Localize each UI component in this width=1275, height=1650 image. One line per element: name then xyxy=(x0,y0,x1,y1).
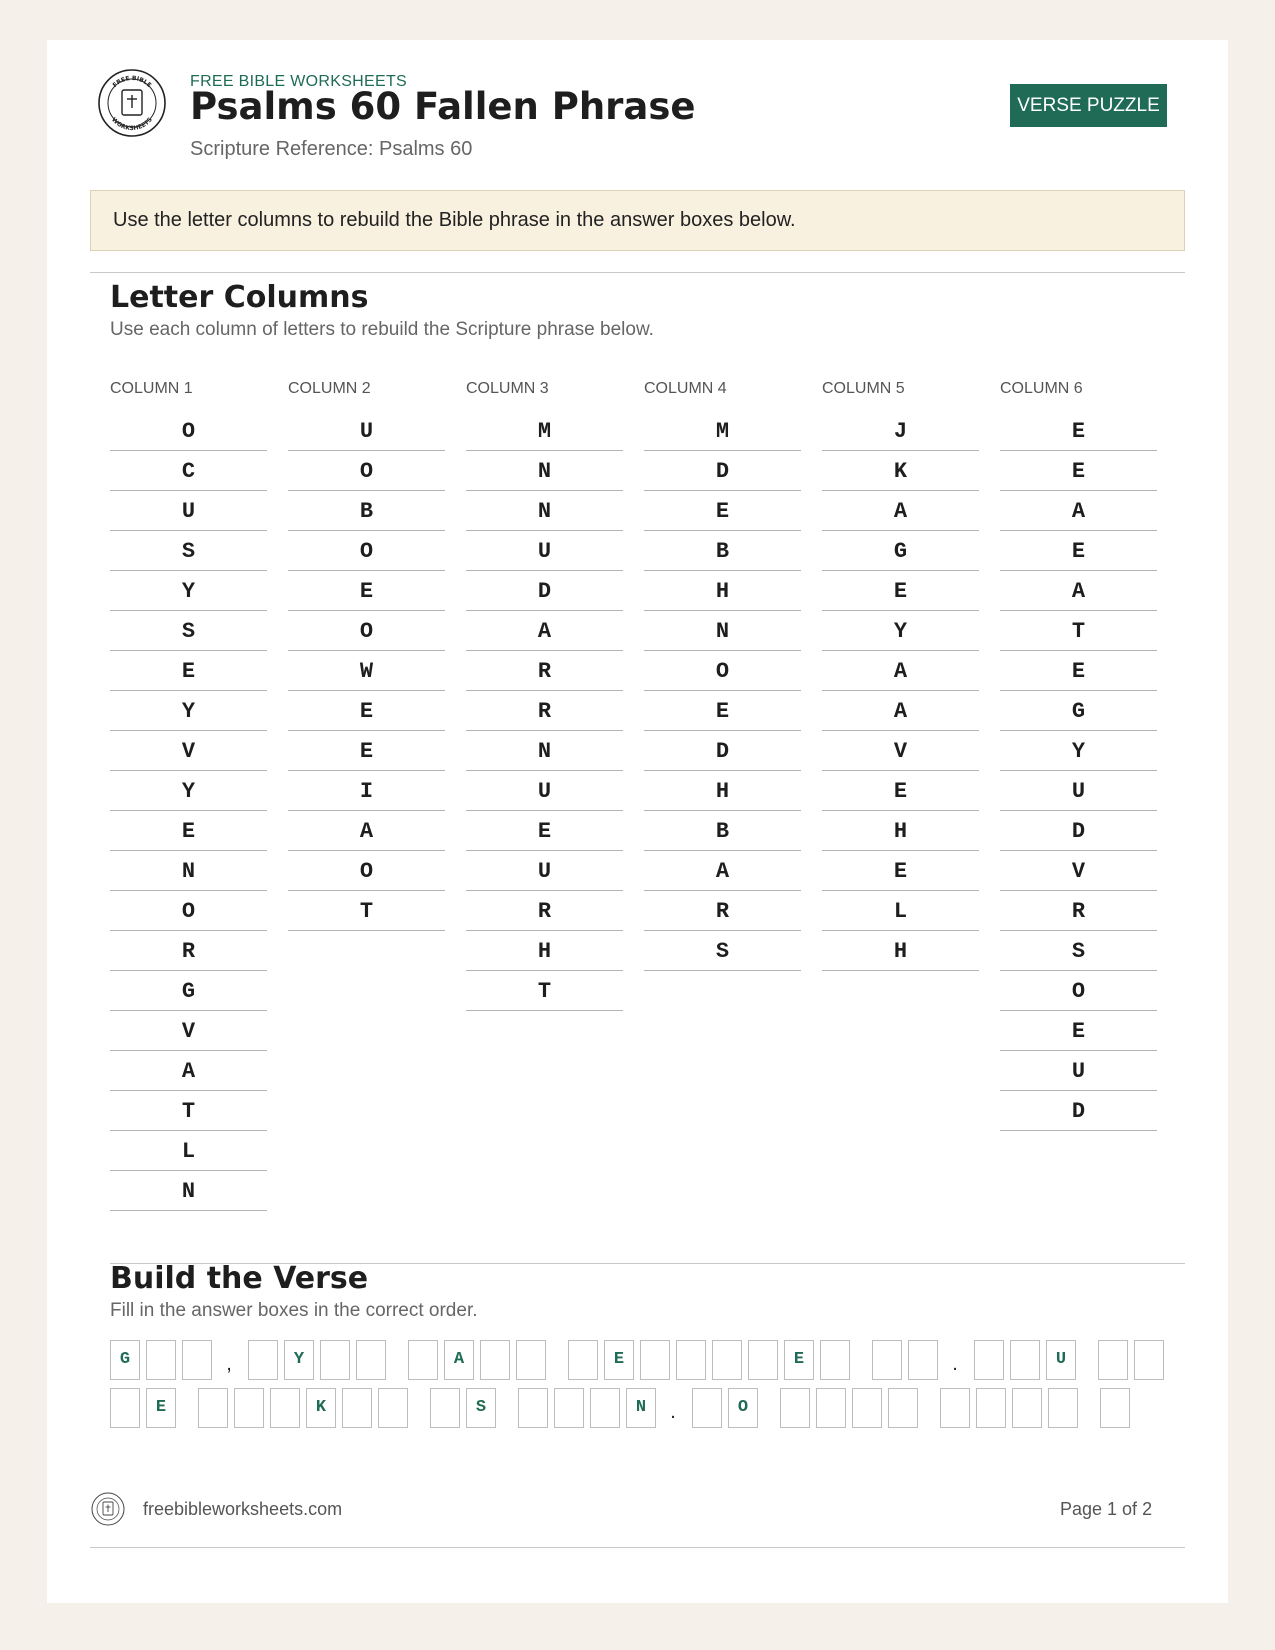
column-letter: L xyxy=(110,1131,267,1171)
column-letter: U xyxy=(466,771,623,811)
worksheet-page xyxy=(47,40,1228,1603)
column-letter: E xyxy=(288,691,445,731)
footer-site: freebibleworksheets.com xyxy=(143,1499,343,1519)
column-letter: A xyxy=(466,611,623,651)
answer-box-hint: A xyxy=(444,1340,474,1380)
column-letter: T xyxy=(288,891,445,931)
letter-column-5 xyxy=(822,378,979,971)
answer-box[interactable] xyxy=(516,1340,546,1380)
answer-box[interactable] xyxy=(640,1340,670,1380)
column-letter: A xyxy=(1000,571,1157,611)
answer-box[interactable] xyxy=(816,1388,846,1428)
column-letter: A xyxy=(288,811,445,851)
column-letter: H xyxy=(644,771,801,811)
answer-box-hint: E xyxy=(604,1340,634,1380)
column-letter: G xyxy=(1000,691,1157,731)
svg-text:WORKSHEETS: WORKSHEETS xyxy=(110,116,154,133)
column-letter: G xyxy=(822,531,979,571)
column-letter: Y xyxy=(822,611,979,651)
answer-box[interactable] xyxy=(692,1388,722,1428)
column-letter: D xyxy=(466,571,623,611)
column-letter: T xyxy=(110,1091,267,1131)
letter-columns-title: Letter Columns xyxy=(110,280,369,315)
column-letter: E xyxy=(822,851,979,891)
column-letter: O xyxy=(288,451,445,491)
page-title: Psalms 60 Fallen Phrase xyxy=(190,85,696,128)
column-letter: O xyxy=(1000,971,1157,1011)
answer-box[interactable] xyxy=(198,1388,228,1428)
column-letter: R xyxy=(466,651,623,691)
letter-columns-subtitle: Use each column of letters to rebuild the Scripture phrase below. xyxy=(110,319,654,340)
build-verse-title: Build the Verse xyxy=(110,1261,369,1296)
answer-box[interactable] xyxy=(182,1340,212,1380)
answer-box-hint: Y xyxy=(284,1340,314,1380)
answer-box[interactable] xyxy=(270,1388,300,1428)
answer-box[interactable] xyxy=(820,1340,850,1380)
column-letter: S xyxy=(644,931,801,971)
column-letter: N xyxy=(466,491,623,531)
answer-box[interactable] xyxy=(568,1340,598,1380)
verse-punctuation: . xyxy=(952,1353,958,1375)
answer-box[interactable] xyxy=(872,1340,902,1380)
column-letter: Y xyxy=(110,691,267,731)
verse-punctuation: . xyxy=(670,1401,676,1423)
column-letter: Y xyxy=(1000,731,1157,771)
column-letter: A xyxy=(1000,491,1157,531)
column-letter: N xyxy=(466,731,623,771)
column-label: COLUMN 3 xyxy=(466,380,549,397)
answer-box[interactable] xyxy=(748,1340,778,1380)
column-letter: N xyxy=(644,611,801,651)
column-letter: D xyxy=(1000,1091,1157,1131)
letter-column-2 xyxy=(288,378,445,931)
column-letter: E xyxy=(110,811,267,851)
letter-column-3 xyxy=(466,378,623,1011)
answer-box[interactable] xyxy=(1098,1340,1128,1380)
column-letter: M xyxy=(644,411,801,451)
column-letter: B xyxy=(644,531,801,571)
footer-divider xyxy=(90,1547,1185,1548)
column-letter: L xyxy=(822,891,979,931)
column-letter: A xyxy=(822,491,979,531)
answer-box[interactable] xyxy=(234,1388,264,1428)
answer-box[interactable] xyxy=(976,1388,1006,1428)
column-letter: V xyxy=(1000,851,1157,891)
brand-name: FREE BIBLE WORKSHEETS xyxy=(190,73,408,90)
column-letter: H xyxy=(822,811,979,851)
column-letter: R xyxy=(466,891,623,931)
column-letter: Y xyxy=(110,571,267,611)
column-letter: E xyxy=(1000,531,1157,571)
column-letter: T xyxy=(1000,611,1157,651)
answer-box[interactable] xyxy=(480,1340,510,1380)
answer-box[interactable] xyxy=(378,1388,408,1428)
column-label: COLUMN 5 xyxy=(822,380,905,397)
column-letter: E xyxy=(822,571,979,611)
answer-box-hint: E xyxy=(784,1340,814,1380)
column-label: COLUMN 6 xyxy=(1000,380,1083,397)
answer-box[interactable] xyxy=(1048,1388,1078,1428)
column-letter: H xyxy=(466,931,623,971)
answer-box-hint: S xyxy=(466,1388,496,1428)
answer-box[interactable] xyxy=(248,1340,278,1380)
answer-box[interactable] xyxy=(320,1340,350,1380)
column-letter: G xyxy=(110,971,267,1011)
answer-box[interactable] xyxy=(110,1388,140,1428)
column-letter: V xyxy=(822,731,979,771)
column-letter: D xyxy=(1000,811,1157,851)
column-letter: V xyxy=(110,731,267,771)
column-letter: K xyxy=(822,451,979,491)
column-letter: M xyxy=(466,411,623,451)
answer-box[interactable] xyxy=(676,1340,706,1380)
column-letter: E xyxy=(288,731,445,771)
column-letter: E xyxy=(644,491,801,531)
scripture-reference: Scripture Reference: Psalms 60 xyxy=(190,138,473,160)
column-letter: D xyxy=(644,731,801,771)
column-letter: R xyxy=(466,691,623,731)
column-letter: E xyxy=(1000,1011,1157,1051)
answer-box[interactable] xyxy=(780,1388,810,1428)
column-letter: Y xyxy=(110,771,267,811)
column-letter: A xyxy=(644,851,801,891)
answer-box[interactable] xyxy=(408,1340,438,1380)
letter-column-4 xyxy=(644,378,801,971)
answer-box-hint: N xyxy=(626,1388,656,1428)
column-letter: E xyxy=(288,571,445,611)
column-letter: E xyxy=(1000,651,1157,691)
instructions-box: Use the letter columns to rebuild the Bible phrase in the answer boxes below. xyxy=(90,190,1185,251)
column-label: COLUMN 4 xyxy=(644,380,727,397)
column-letter: S xyxy=(1000,931,1157,971)
column-letter: E xyxy=(822,771,979,811)
column-label: COLUMN 1 xyxy=(110,380,193,397)
answer-box[interactable] xyxy=(1134,1340,1164,1380)
column-letter: O xyxy=(288,531,445,571)
column-letter: R xyxy=(1000,891,1157,931)
verse-punctuation: , xyxy=(226,1353,232,1375)
column-letter: B xyxy=(288,491,445,531)
column-letter: S xyxy=(110,611,267,651)
answer-box[interactable] xyxy=(554,1388,584,1428)
column-letter: J xyxy=(822,411,979,451)
column-letter: A xyxy=(110,1051,267,1091)
answer-box[interactable] xyxy=(908,1340,938,1380)
column-letter: U xyxy=(1000,771,1157,811)
answer-box[interactable] xyxy=(146,1340,176,1380)
section-divider xyxy=(90,272,1185,273)
answer-box[interactable] xyxy=(888,1388,918,1428)
column-letter: C xyxy=(110,451,267,491)
column-letter: E xyxy=(110,651,267,691)
letter-column-6 xyxy=(1000,378,1157,1131)
answer-row-1 xyxy=(47,1340,1228,1380)
column-letter: U xyxy=(110,491,267,531)
answer-box[interactable] xyxy=(518,1388,548,1428)
page-number: Page 1 of 2 xyxy=(1060,1499,1153,1519)
column-letter: R xyxy=(110,931,267,971)
column-letter: S xyxy=(110,531,267,571)
column-letter: E xyxy=(1000,411,1157,451)
answer-box[interactable] xyxy=(1012,1388,1042,1428)
column-letter: H xyxy=(644,571,801,611)
column-letter: O xyxy=(288,851,445,891)
answer-box[interactable] xyxy=(940,1388,970,1428)
column-letter: N xyxy=(110,851,267,891)
bible-logo-icon xyxy=(97,68,167,138)
column-letter: U xyxy=(1000,1051,1157,1091)
column-letter: O xyxy=(110,891,267,931)
column-letter: W xyxy=(288,651,445,691)
answer-box[interactable] xyxy=(342,1388,372,1428)
column-letter: U xyxy=(288,411,445,451)
build-verse-subtitle: Fill in the answer boxes in the correct order. xyxy=(110,1300,478,1321)
column-letter: E xyxy=(466,811,623,851)
answer-box[interactable] xyxy=(590,1388,620,1428)
column-letter: O xyxy=(644,651,801,691)
answer-box[interactable] xyxy=(1010,1340,1040,1380)
column-letter: O xyxy=(110,411,267,451)
answer-box-hint: K xyxy=(306,1388,336,1428)
column-letter: V xyxy=(110,1011,267,1051)
column-letter: T xyxy=(466,971,623,1011)
column-letter: B xyxy=(644,811,801,851)
column-letter: H xyxy=(822,931,979,971)
answer-box[interactable] xyxy=(1100,1388,1130,1428)
column-label: COLUMN 2 xyxy=(288,380,371,397)
answer-box[interactable] xyxy=(974,1340,1004,1380)
footer-logo-icon xyxy=(91,1492,125,1526)
answer-box[interactable] xyxy=(712,1340,742,1380)
column-letter: N xyxy=(466,451,623,491)
svg-text:FREE BIBLE: FREE BIBLE xyxy=(111,74,153,90)
answer-row-2 xyxy=(47,1388,1228,1428)
column-letter: D xyxy=(644,451,801,491)
answer-box[interactable] xyxy=(430,1388,460,1428)
column-letter: U xyxy=(466,851,623,891)
letter-column-1 xyxy=(110,378,267,1211)
column-letter: E xyxy=(644,691,801,731)
answer-box-hint: U xyxy=(1046,1340,1076,1380)
column-letter: O xyxy=(288,611,445,651)
column-letter: I xyxy=(288,771,445,811)
column-letter: E xyxy=(1000,451,1157,491)
column-letter: N xyxy=(110,1171,267,1211)
column-letter: U xyxy=(466,531,623,571)
answer-box-hint: G xyxy=(110,1340,140,1380)
answer-box-hint: E xyxy=(146,1388,176,1428)
answer-box[interactable] xyxy=(356,1340,386,1380)
answer-box[interactable] xyxy=(852,1388,882,1428)
answer-box-hint: O xyxy=(728,1388,758,1428)
verse-puzzle-badge: VERSE PUZZLE xyxy=(1010,84,1167,127)
column-letter: A xyxy=(822,651,979,691)
column-letter: R xyxy=(644,891,801,931)
column-letter: A xyxy=(822,691,979,731)
